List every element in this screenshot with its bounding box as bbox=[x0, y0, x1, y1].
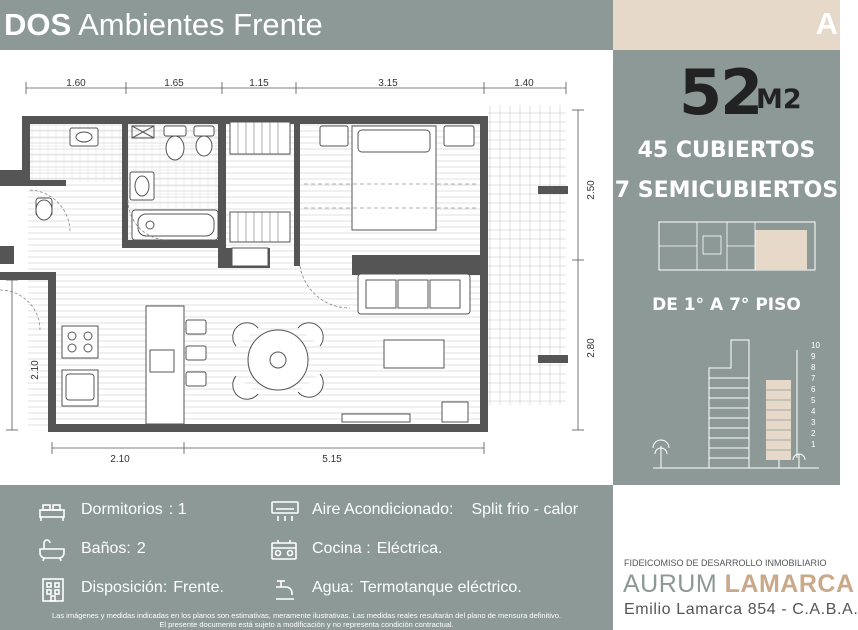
unit-letter: A bbox=[815, 6, 838, 41]
feature-layout-value: Frente. bbox=[173, 579, 224, 596]
feature-air bbox=[312, 501, 578, 519]
page-title-rest: Ambientes Frente bbox=[78, 7, 323, 42]
key-plan bbox=[657, 216, 817, 276]
disclaimer-line-2: El presente documento está sujeto a modificación y no representa condición contractual. bbox=[159, 620, 454, 629]
summary-panel bbox=[613, 50, 840, 485]
floor-plan-drawing bbox=[0, 50, 613, 485]
floor-number-1: 1 bbox=[811, 440, 816, 449]
page-title bbox=[4, 6, 323, 44]
building-elevation bbox=[649, 328, 839, 478]
feature-layout-label: Disposición: bbox=[81, 579, 168, 596]
features-panel bbox=[0, 485, 613, 630]
floor-number-10: 10 bbox=[811, 341, 820, 350]
building-icon bbox=[40, 575, 66, 603]
area-value: 52 bbox=[679, 56, 762, 129]
floor-number-7: 7 bbox=[811, 374, 816, 383]
feature-air-label: Aire Acondicionado: bbox=[312, 501, 454, 518]
brand-logo bbox=[623, 570, 855, 599]
feature-water-value: Termotanque eléctrico. bbox=[359, 579, 522, 596]
header-bar bbox=[0, 0, 613, 50]
brand-address: Emilio Lamarca 854 - C.A.B.A. bbox=[624, 601, 858, 618]
dim-top-3: 1.15 bbox=[249, 78, 269, 89]
feature-bathrooms bbox=[81, 540, 146, 558]
feature-kitchen bbox=[312, 540, 443, 558]
feature-bathrooms-label: Baños: bbox=[81, 540, 131, 557]
stove-icon bbox=[270, 538, 298, 562]
air-conditioner-icon bbox=[270, 499, 300, 523]
dim-top-2: 1.65 bbox=[164, 78, 184, 89]
feature-water bbox=[312, 579, 522, 597]
dim-right-lower: 2.80 bbox=[586, 338, 597, 358]
floor-number-5: 5 bbox=[811, 396, 816, 405]
brand-name-bold: LAMARCA bbox=[724, 570, 855, 598]
feature-bedrooms bbox=[81, 501, 187, 519]
feature-water-label: Agua: bbox=[312, 579, 354, 596]
floor-number-4: 4 bbox=[811, 407, 816, 416]
brand-name-light: AURUM bbox=[623, 570, 718, 598]
feature-bathrooms-value: 2 bbox=[136, 540, 146, 557]
covered-area: 45 CUBIERTOS bbox=[637, 138, 816, 163]
dim-bottom-1: 2.10 bbox=[110, 454, 130, 465]
area-unit: M2 bbox=[756, 84, 802, 115]
floor-number-8: 8 bbox=[811, 363, 816, 372]
bed-icon bbox=[38, 500, 66, 522]
feature-bedrooms-label: Dormitorios bbox=[81, 501, 163, 518]
floor-plan bbox=[0, 50, 613, 485]
dim-top-1: 1.60 bbox=[66, 78, 86, 89]
dim-top-5: 1.40 bbox=[514, 78, 534, 89]
bathtub-icon bbox=[38, 538, 66, 562]
coffee-table bbox=[384, 340, 444, 368]
page-title-bold: DOS bbox=[4, 7, 72, 42]
feature-kitchen-value: Eléctrica. bbox=[376, 540, 443, 557]
floor-number-3: 3 bbox=[811, 418, 816, 427]
disclaimer-line-1: Las imágenes y medidas indicadas en los planos son estimativas, meramente ilustrativas. Las medidas reales resultarán del plano de mensura definitivo. bbox=[51, 611, 562, 620]
armchair bbox=[442, 402, 468, 422]
floor-number-2: 2 bbox=[811, 429, 816, 438]
faucet-icon bbox=[272, 575, 298, 603]
brand-panel bbox=[613, 485, 858, 630]
sofa bbox=[358, 274, 470, 314]
header-accent bbox=[613, 0, 840, 50]
dim-top-4: 3.15 bbox=[378, 78, 398, 89]
feature-kitchen-label: Cocina : bbox=[312, 540, 371, 557]
dim-right-upper: 2.50 bbox=[586, 180, 597, 200]
tv-console bbox=[342, 414, 410, 422]
feature-air-value: Split frio - calor bbox=[471, 501, 579, 518]
fideicomiso-label: FIDEICOMISO DE DESARROLLO INMOBILIARIO bbox=[624, 558, 827, 568]
feature-layout bbox=[81, 579, 224, 597]
dim-bottom-2: 5.15 bbox=[322, 454, 342, 465]
dim-left: 2.10 bbox=[30, 360, 41, 380]
feature-bedrooms-value: : 1 bbox=[168, 501, 187, 518]
floors-range: DE 1° A 7° PISO bbox=[652, 295, 801, 315]
floor-number-6: 6 bbox=[811, 385, 816, 394]
semicovered-area: 7 SEMICUBIERTOS bbox=[614, 178, 839, 203]
floor-number-9: 9 bbox=[811, 352, 816, 361]
